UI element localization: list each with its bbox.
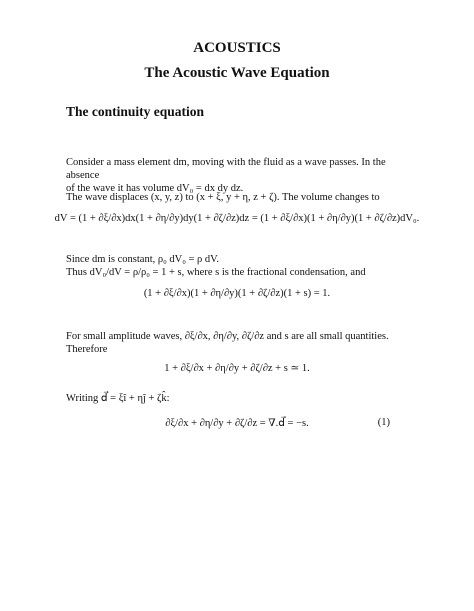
paragraph-displacement-vector: Writing d⃗ = ξî + ηĵ + ζk̂: xyxy=(66,393,170,404)
paragraph-mass-conservation-line-2: Thus dV₀/dV = ρ/ρ₀ = 1 + s, where s is the fractional condensation, and xyxy=(66,267,366,278)
paragraph-small-amplitude: For small amplitude waves, ∂ξ/∂x, ∂η/∂y, ∂ζ/∂z and s are all small quantities. Therefore xyxy=(66,331,389,355)
equation-divergence: ∂ξ/∂x + ∂η/∂y + ∂ζ/∂z = ∇.d⃗ = −s. xyxy=(165,418,309,429)
paragraph-intro-line-2: of the wave it has volume dV₀ = dx dy dz. xyxy=(66,183,244,194)
equation-condensation: (1 + ∂ξ/∂x)(1 + ∂η/∂y)(1 + ∂ζ/∂z)(1 + s) = 1. xyxy=(143,288,331,299)
equation-volume-change: dV = (1 + ∂ξ/∂x)dx(1 + ∂η/∂y)dy(1 + ∂ζ/∂z)dz = (1 + ∂ξ/∂x)(1 + ∂η/∂y)(1 + ∂ζ/∂z)dV₀. xyxy=(54,213,420,224)
equation-linearized: 1 + ∂ξ/∂x + ∂η/∂y + ∂ζ/∂z + s ≃ 1. xyxy=(164,363,310,374)
paragraph-displacement: The wave displaces (x, y, z) to (x + ξ, y + η, z + ζ). The volume changes to xyxy=(66,192,380,203)
paragraph-intro xyxy=(66,156,408,195)
section-heading: The continuity equation xyxy=(66,104,205,119)
paragraph-intro-line-1: Consider a mass element dm, moving with the fluid as a wave passes. In the absence xyxy=(66,157,386,181)
document-title: ACOUSTICS xyxy=(193,40,281,56)
paragraph-mass-conservation xyxy=(66,253,408,279)
document-subtitle: The Acoustic Wave Equation xyxy=(144,65,330,81)
equation-number: (1) xyxy=(377,417,390,428)
paragraph-mass-conservation-line-1: Since dm is constant, ρ₀ dV₀ = ρ dV. xyxy=(66,254,220,265)
